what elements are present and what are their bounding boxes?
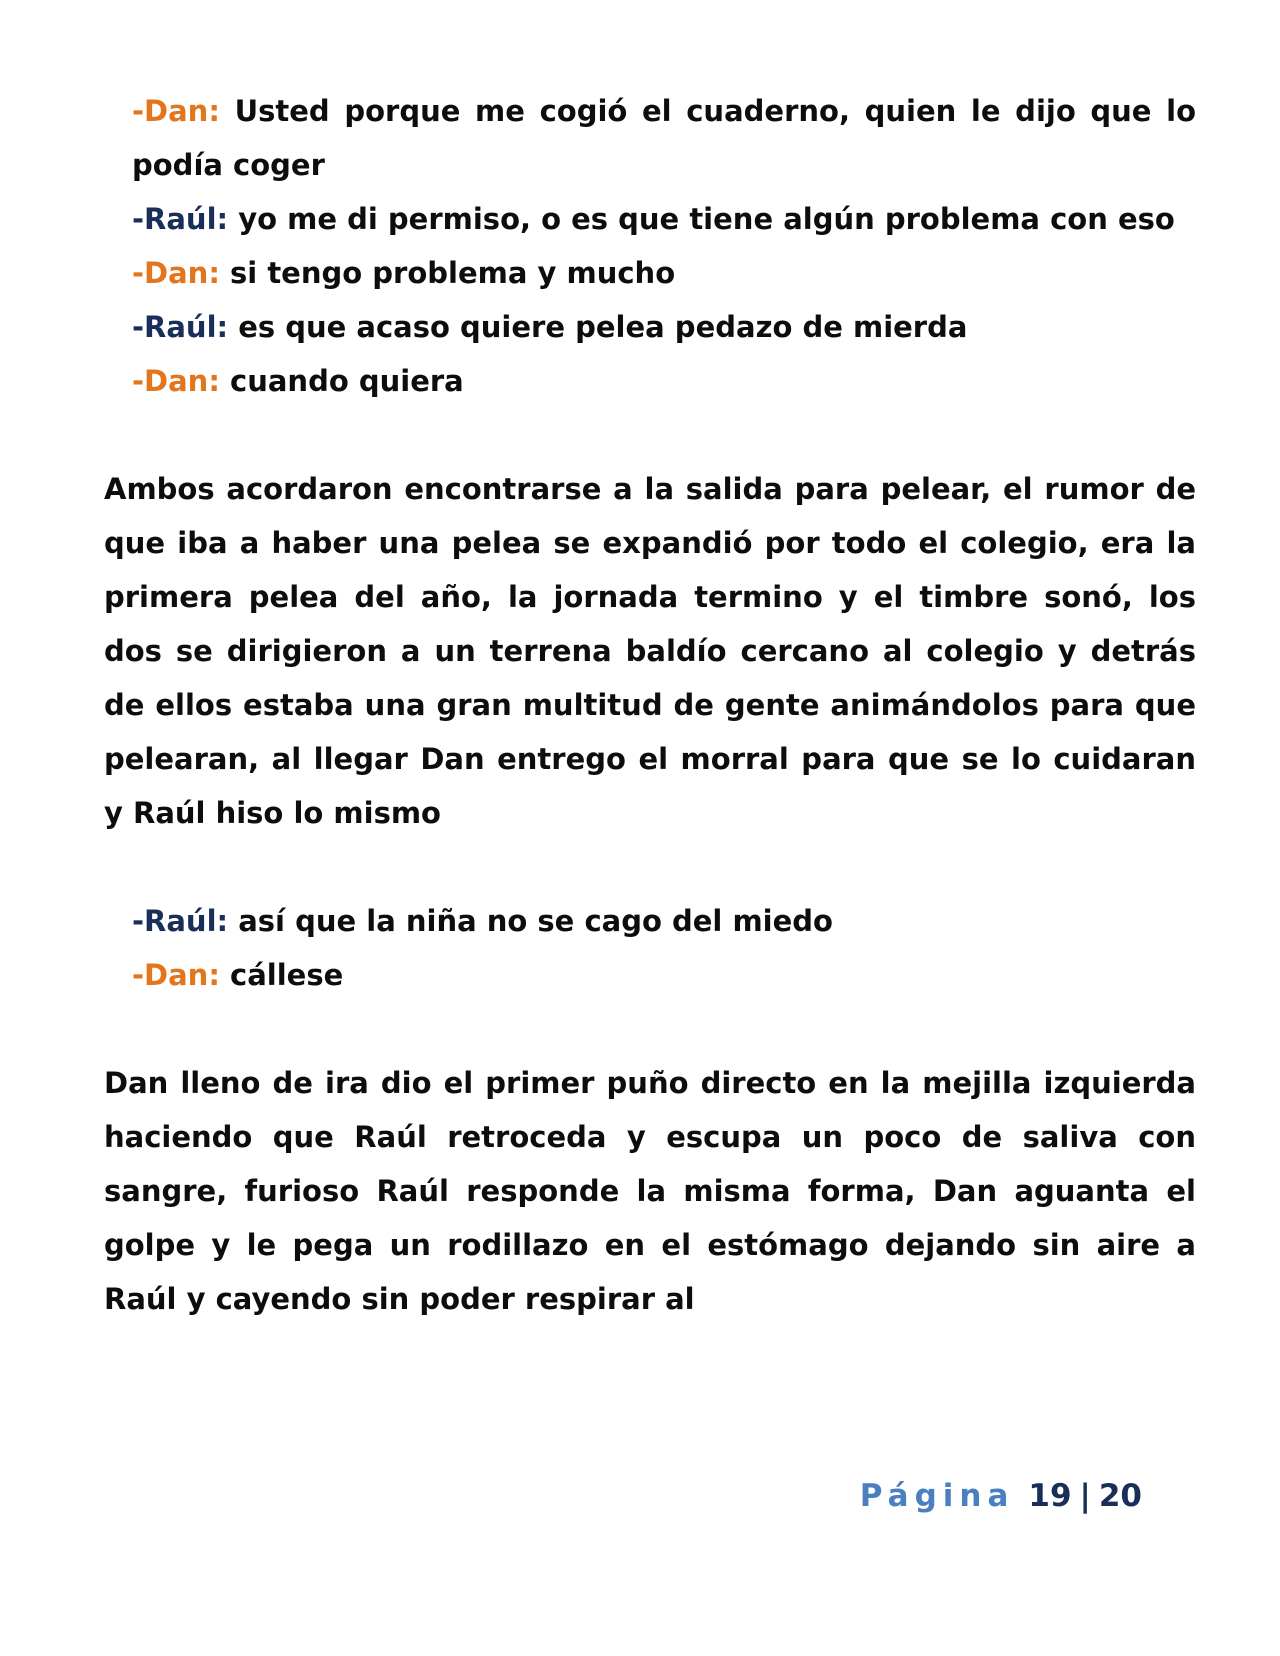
narration-paragraph-2: Dan lleno de ira dio el primer puño directo en la mejilla izquierda haciendo que Raúl retroceda y escupa un poco de saliva con sangre, furioso Raúl responde la misma forma, Dan aguanta el golpe y le pega un rodillazo en el estómago dejando sin aire a Raúl y cayendo sin poder respirar al [104, 1066, 1196, 1316]
dialogue-line [132, 948, 1196, 1002]
footer-page-number: 19 [1028, 1478, 1072, 1514]
dialogue-text: cuando quiera [219, 364, 464, 398]
dialogue-text: cállese [219, 958, 344, 992]
dialogue-text: yo me di permiso, o es que tiene algún problema con eso [228, 202, 1175, 236]
speaker-dan: -Dan: [132, 364, 220, 398]
dialogue-text: es que acaso quiere pelea pedazo de mierda [228, 310, 968, 344]
spacer [104, 1002, 1196, 1056]
footer-separator: | [1079, 1478, 1091, 1514]
page-content [104, 84, 1196, 1326]
narration-paragraph-1: Ambos acordaron encontrarse a la salida para pelear, el rumor de que iba a haber una pelea se expandió por todo el colegio, era la primera pelea del año, la jornada termino y el timbre sonó, los dos se dirigieron a un terrena baldío cercano al colegio y detrás de ellos estaba una gran multitud de gente animándolos para que pelearan, al llegar Dan entrego el morral para que se lo cuidaran y Raúl hiso lo mismo [104, 472, 1196, 830]
speaker-raul: -Raúl: [132, 904, 229, 938]
dialogue-line [132, 192, 1196, 246]
dialogue-text: si tengo problema y mucho [219, 256, 676, 290]
speaker-dan: -Dan: [132, 94, 220, 128]
spacer [104, 408, 1196, 462]
speaker-dan: -Dan: [132, 256, 220, 290]
speaker-raul: -Raúl: [132, 202, 229, 236]
dialogue-text: así que la niña no se cago del miedo [228, 904, 833, 938]
dialogue-text: Usted porque me cogió el cuaderno, quien le dijo que lo podía coger [132, 94, 1196, 182]
footer-total-pages: 20 [1098, 1478, 1142, 1514]
page-footer [0, 1478, 1142, 1514]
dialogue-block-1 [104, 84, 1196, 408]
dialogue-block-2 [104, 894, 1196, 1002]
dialogue-line [132, 246, 1196, 300]
dialogue-line [132, 354, 1196, 408]
speaker-raul: -Raúl: [132, 310, 229, 344]
speaker-dan: -Dan: [132, 958, 220, 992]
dialogue-line [132, 894, 1196, 948]
dialogue-line [132, 84, 1196, 192]
dialogue-line [132, 300, 1196, 354]
footer-page-label: Página [859, 1478, 1015, 1514]
spacer [104, 840, 1196, 894]
